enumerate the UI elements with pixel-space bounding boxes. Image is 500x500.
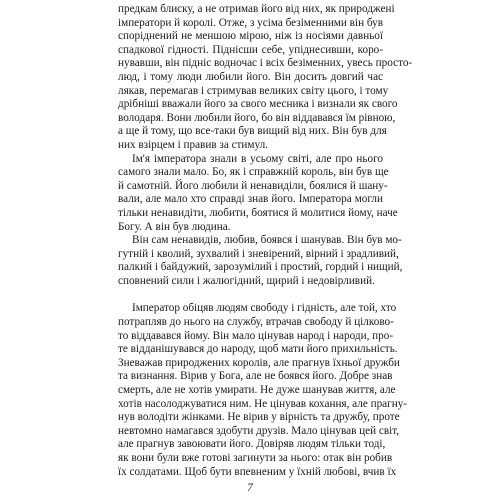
text-line: та визнання. Вірив у Бога, але не боявся його. Добре знав (118, 370, 393, 383)
text-line: палкий і байдужий, зарозумілий і простий, гордий і нищий, (118, 261, 403, 274)
text-line: те відданішувався до народу, щоб мати його прихильність. (118, 343, 398, 356)
text-line: спадкової гідності. Піднісши себе, упіднесивши, коро- (118, 43, 383, 56)
paragraph-2 (118, 152, 398, 235)
body-text (118, 3, 413, 479)
text-line: Ім'я імператора знали в усьому світі, але про нього (132, 152, 383, 165)
text-line: Богу. А він був людина. (118, 220, 231, 233)
paragraph-4 (118, 302, 408, 479)
text-line: нувавши, він підніс водночас і всіх безіменних, увесь просто- (118, 57, 413, 70)
text-line: тільки ненавидіти, любити, боятися й молитися йому, наче (118, 206, 398, 219)
text-line: як вони були вже готові загинути за нього: отак він робив (118, 452, 393, 464)
text-line: хотів насолоджуватися ним. Не цінував кохання, але прагну- (118, 397, 408, 410)
text-line: потрапляв до нього на службу, втрачав свободу й цілково- (118, 316, 394, 329)
text-line: предкам блиску, а не отримав його від них, як природжені (118, 3, 395, 15)
text-line: самого знали мало. Бо, як і справжній король, він був ще (118, 166, 389, 179)
text-line: Зневажав природжених королів, але прагнув їхньої дружби (118, 356, 400, 369)
text-line: гутній і кволий, зухвалий і зневірений, вірний і зрадливий, (118, 247, 399, 260)
text-line: сповнений сили і жалюгідний, щирий і недовірливий. (118, 274, 375, 287)
text-line: їх солдатами. Щоб бути впевненим у їхній любові, вчив їх (118, 465, 397, 478)
text-line: то віддавався йому. Він мало цінував народ і народи, про- (118, 329, 394, 342)
section-gap (118, 288, 383, 302)
text-line: вали, але мало хто справді знав його. Імператора могли (118, 193, 383, 206)
text-line: невтомно намагався здобути друзів. Мало цінував цей світ, (118, 424, 400, 437)
text-line: споріднений не меншою мірою, ніж із носіями давньої (118, 30, 383, 43)
text-line: але прагнув завоювати його. Довіряв людям тільки тоді, (118, 438, 386, 451)
text-line: а ще й тому, що все-таки був вищий від них. Він був для (118, 125, 387, 138)
text-line: люд, і тому люди любили його. Він досить довгий час (118, 70, 383, 83)
text-line: імператори й королі. Отже, з усіма безіменними він був (118, 16, 383, 29)
text-line: дрібніші вважали його за свого месника і визнали як свого (118, 98, 398, 111)
text-line: них взірцем і правив за стимул. (118, 138, 268, 151)
text-line: й самотній. Його любили й ненавиділи, боялися й шану- (118, 179, 388, 192)
text-line: смерть, але не хотів умирати. Не дуже шанував життя, але (118, 384, 396, 397)
page-number: 7 (247, 482, 253, 494)
paragraph-3 (118, 234, 403, 288)
paragraph-1 (118, 3, 413, 153)
text-line: Імператор обіцяв людям свободу і гідність, але той, хто (132, 302, 397, 315)
text-line: лякав, перемагав і стримував великих світу цього, і тому (118, 84, 389, 97)
text-line: Він сам ненавидів, любив, боявся і шанував. Він був мо- (132, 234, 402, 247)
text-line: володаря. Вони любили його, бо він віддавався їм рівною, (118, 111, 396, 124)
text-line: нув володіти жінками. Не вірив у вірність та дружбу, проте (118, 411, 400, 424)
